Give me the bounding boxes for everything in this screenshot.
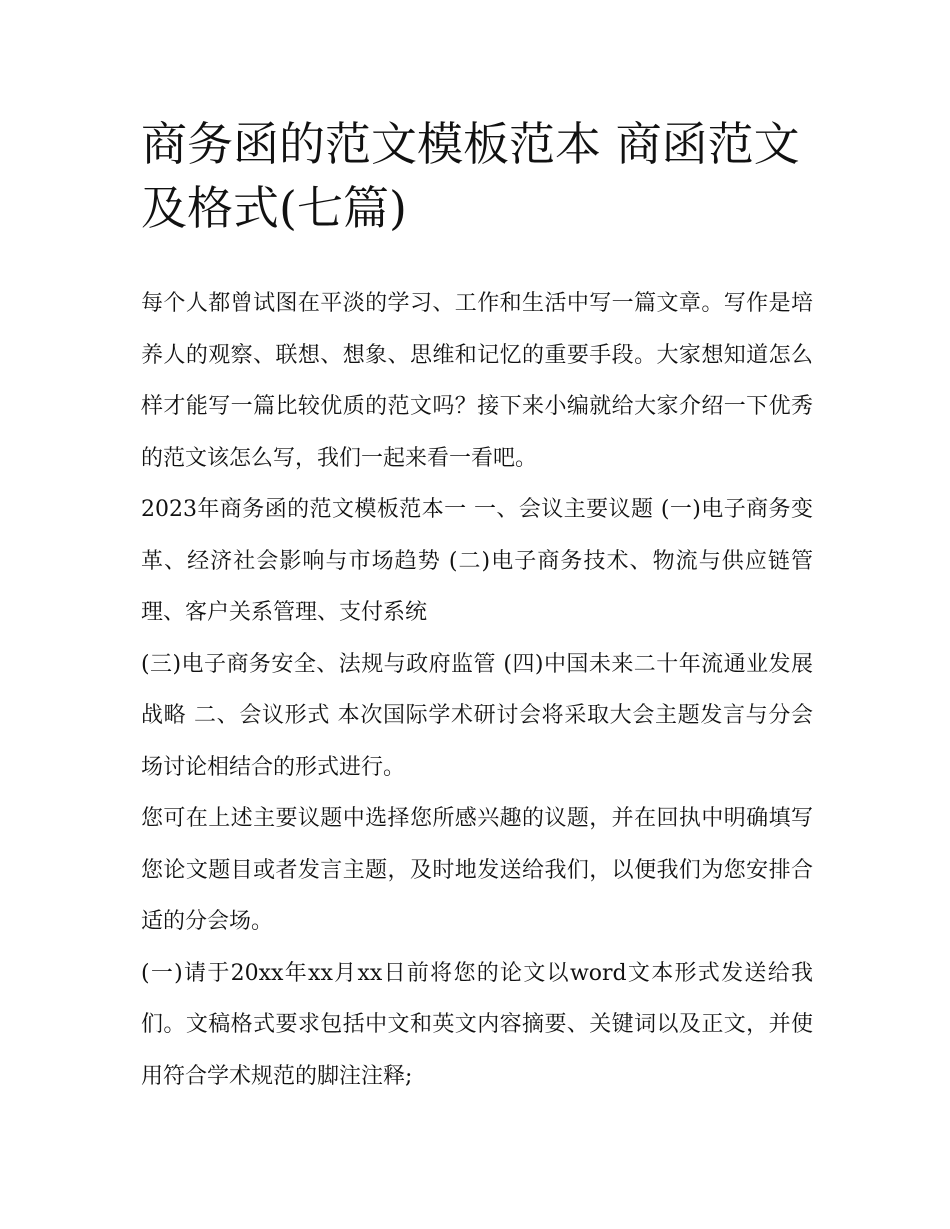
- paragraph-topic-selection: 您可在上述主要议题中选择您所感兴趣的议题，并在回执中明确填写您论文题目或者发言主题，及时地发送给我们，以便我们为您安排合适的分会场。: [141, 806, 813, 934]
- paragraph-meeting-format: (三)电子商务安全、法规与政府监管 (四)中国未来二十年流通业发展战略 二、会议形式 本次国际学术研讨会将采取大会主题发言与分会场讨论相结合的形式进行。: [141, 651, 813, 780]
- document-title: 商务函的范文模板范本 商函范文及格式(七篇): [141, 117, 800, 235]
- document-body: [141, 278, 813, 1102]
- paragraph-meeting-topics: 2023年商务函的范文模板范本一 一、会议主要议题 (一)电子商务变革、经济社会影响与市场趋势 (二)电子商务技术、物流与供应链管理、客户关系管理、支付系统: [141, 497, 813, 625]
- paragraph-intro: 每个人都曾试图在平淡的学习、工作和生活中写一篇文章。写作是培养人的观察、联想、想象、思维和记忆的重要手段。大家想知道怎么样才能写一篇比较优质的范文吗？接下来小编就给大家介绍一下优秀的范文该怎么写，我们一起来看一看吧。: [141, 291, 813, 471]
- paragraph-submission: (一)请于20xx年xx月xx日前将您的论文以word文本形式发送给我们。文稿格式要求包括中文和英文内容摘要、关键词以及正文，并使用符合学术规范的脚注注释;: [141, 960, 813, 1089]
